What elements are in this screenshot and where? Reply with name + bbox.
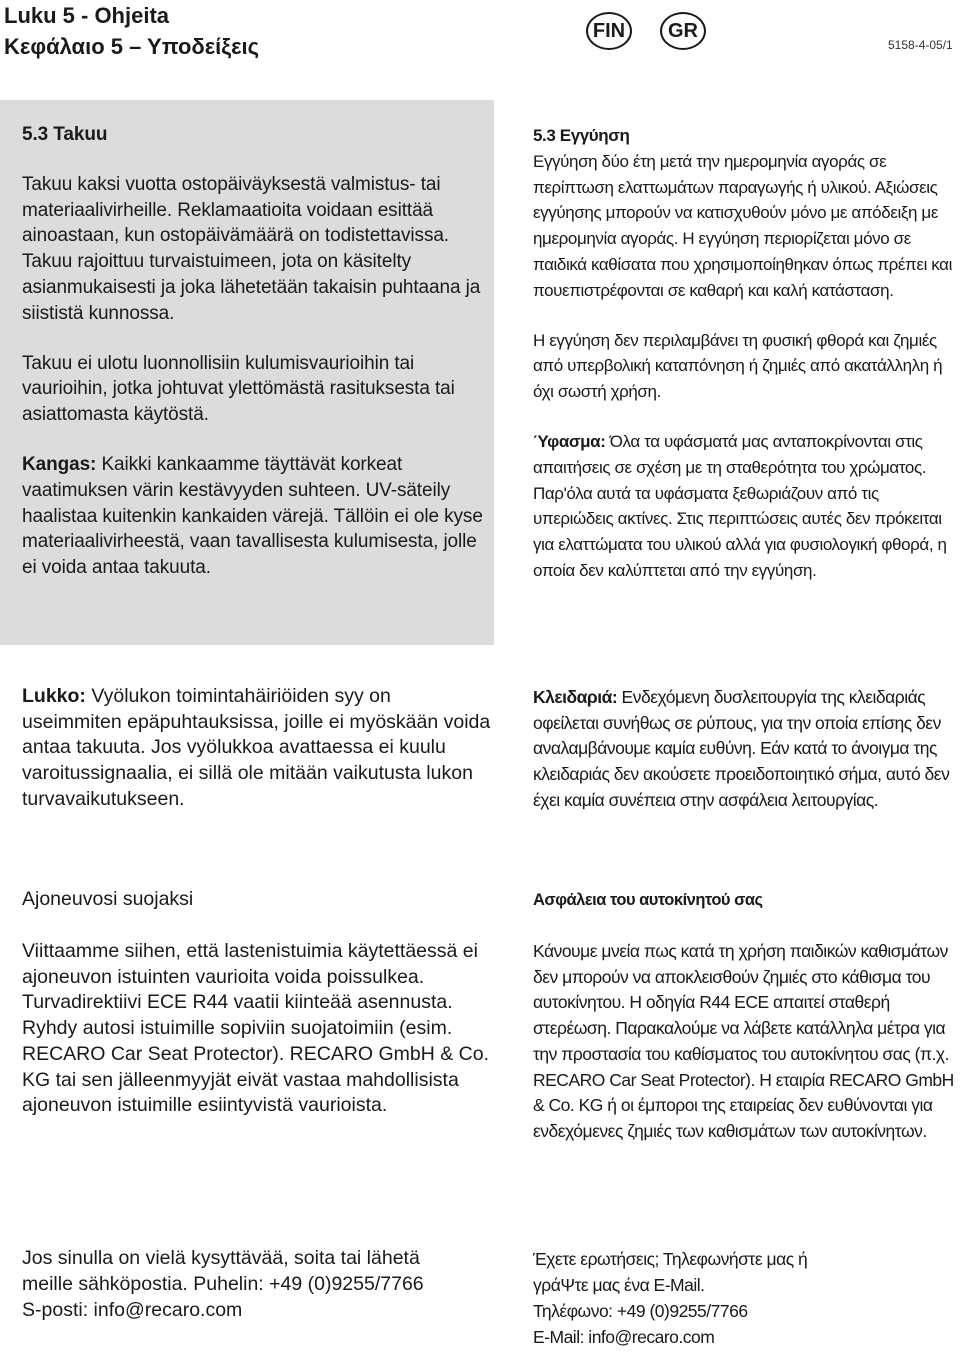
fabric-paragraph-gr: [533, 429, 958, 584]
fabric-label-gr: Ύφασμα:: [533, 431, 606, 451]
contact-line: E-Mail: info@recaro.com: [533, 1327, 715, 1347]
warranty-section-fi: [22, 122, 490, 581]
fabric-label-fi: Kangas:: [22, 453, 97, 475]
vehicle-title-fi: Ajoneuvosi suojaksi: [22, 888, 194, 910]
wear-paragraph-gr: Η εγγύηση δεν περιλαμβάνει τη φυσική φθορά και ζημιές από υπερβολική καταπόνηση ή ζημιές από ακατάλληλη ή όχι σωστή χρήση.: [533, 330, 943, 402]
vehicle-paragraph-fi: Viittaamme siihen, että lastenistuimia käytettäessä ei ajoneuvon istuinten vaurioita voida poissulkea. Turvadirektiivi ECE R44 vaatii kiinteää asennusta. Ryhdy autosi istuimille sopiviin suojatoimiin (esim. RECARO Car Seat Protector). RECARO GmbH & Co. KG tai sen jälleenmyyjät eivät vastaa mahdollisista ajoneuvon istuimille esiintyvistä vaurioista.: [22, 940, 490, 1117]
lock-label-fi: Lukko:: [22, 685, 86, 707]
title-gr: Κεφάλαιο 5 – Υποδείξεις: [4, 34, 260, 59]
section-title-fi: 5.3 Takuu: [22, 124, 108, 145]
vehicle-paragraph-gr: Κάνουμε μνεία πως κατά τη χρήση παιδικών καθισμάτων δεν μπορούν να αποκλεισθούν ζημιές στο κάθισμα του αυτοκίνητου. Η οδηγία R44 ECE απαιτεί σταθερή στερέωση. Παρακαλούμε να λάβετε κατάλληλα μέτρα για την προστασία του καθίσματος του αυτοκίνητου σας (π.χ. RECARO Car Seat Protector). Η εταιρία RECARO GmbH & Co. KG ή οι έμποροι της εταιρείας δεν ευθύνονται για ενδεχόμενες ζημιές των καθισμάτων των αυτοκίνητων.: [533, 941, 954, 1141]
fabric-text-fi: Kaikki kankaamme täyttävät korkeat vaatimuksen värin kestävyyden suhteen. UV-säteily haalistaa kuitenkin kankaiden värejä. Tällöin ei ole kyse materiaalivirheestä, vaan tavallisesta kulumisesta, jolle ei voida antaa takuuta.: [22, 453, 483, 579]
document-number: 5158-4-05/1: [888, 38, 953, 52]
page-title: [4, 0, 259, 62]
fabric-paragraph-fi: [22, 452, 490, 581]
warranty-paragraph-gr: Εγγύηση δύο έτη μετά την ημερομηνία αγοράς σε περίπτωση ελαττωμάτων παραγωγής ή υλικού. Αξιώσεις εγγύησης μπορούν να κατισχυθούν μόνο με απόδειξη με ημερομηνία αγοράς. Η εγγύηση περιορίζεται μόνο σε παιδικά καθίσατα που χρησιμοποίηθηκαν όπως πρέπει και πουεπιστρέφονται σε καθαρή και καλή κατάσταση.: [533, 151, 952, 300]
fabric-text-gr: Όλα τα υφάσματά μας ανταποκρίνονται στις απαιτήσεις σε σχέση με τη σταθερότητα του χρώματος. Παρ'όλα αυτά τα υφάσματα ξεθωριάζουν από τις υπεριώδεις ακτίνες. Στις περιπτώσεις αυτές δεν πρόκειται για ελαττώματα του υλικού αλλά για φυσιολογική φθορά, η οποία δεν καλύπτεται από την εγγύηση.: [533, 431, 947, 580]
lock-text-fi: Vyölukon toimintahäiriöiden syy on useimmiten epäpuhtauksissa, joille ei myöskään voida antaa takuuta. Jos vyölukkoa avattaessa ei kuulu varoitussignaalia, ei sillä ole mitään vaikutusta lukon turvavaikutukseen.: [22, 685, 491, 810]
language-badge-gr: GR: [660, 12, 706, 50]
contact-fi: [22, 1245, 492, 1323]
contact-line: Τηλέφωνο: +49 (0)9255/7766: [533, 1301, 748, 1321]
warranty-section-gr: [533, 123, 958, 584]
warranty-paragraph-fi: Takuu kaksi vuotta ostopäiväyksestä valmistus- tai materiaalivirheille. Reklamaatioita voidaan esittää ainoastaan, kun ostopäivämäärä on todistettavissa. Takuu rajoittuu turvaistuimeen, jota on käsitelty asianmukaisesti ja joka lähetetään takaisin puhtaana ja siististä kunnossa.: [22, 173, 481, 324]
contact-line: γράΨτε μας ένα E-Mail.: [533, 1275, 705, 1295]
title-fi: Luku 5 - Ohjeita: [4, 3, 170, 28]
wear-paragraph-fi: Takuu ei ulotu luonnollisiin kulumisvaurioihin tai vaurioihin, jotka johtuvat ylettömästä rasituksesta tai asiattomasta käytöstä.: [22, 352, 455, 426]
lock-paragraph-gr: [533, 685, 958, 814]
lock-text-gr: Ενδεχόμενη δυσλειτουργία της κλειδαριάς οφείλεται συνήθως σε ρύπους, για την οποία επίσης δεν αναλαμβάνουμε καμία ευθύνη. Εάν κατά το άνοιγμα της κλειδαριάς δεν ακούσετε προειδοποιητικό σήμα, αυτό δεν έχει καμία συνέπεια στην ασφάλεια λειτουργίας.: [533, 687, 950, 810]
contact-line: meille sähköpostia. Puhelin: +49 (0)9255/7766: [22, 1273, 424, 1295]
vehicle-title-gr: Ασφάλεια του αυτοκίνητού σας: [533, 891, 763, 909]
contact-line: Jos sinulla on vielä kysyttävää, soita tai lähetä: [22, 1247, 420, 1269]
contact-line: S-posti: info@recaro.com: [22, 1299, 243, 1321]
language-badge-fin: FIN: [586, 12, 632, 50]
contact-line: Έχετε ερωτήσεις; Τηλεφωνήστε μας ή: [533, 1249, 808, 1269]
contact-gr: [533, 1246, 958, 1350]
section-title-gr: 5.3 Εγγύηση: [533, 126, 630, 145]
lock-paragraph-fi: [22, 684, 492, 813]
lock-label-gr: Κλειδαριά:: [533, 687, 618, 707]
